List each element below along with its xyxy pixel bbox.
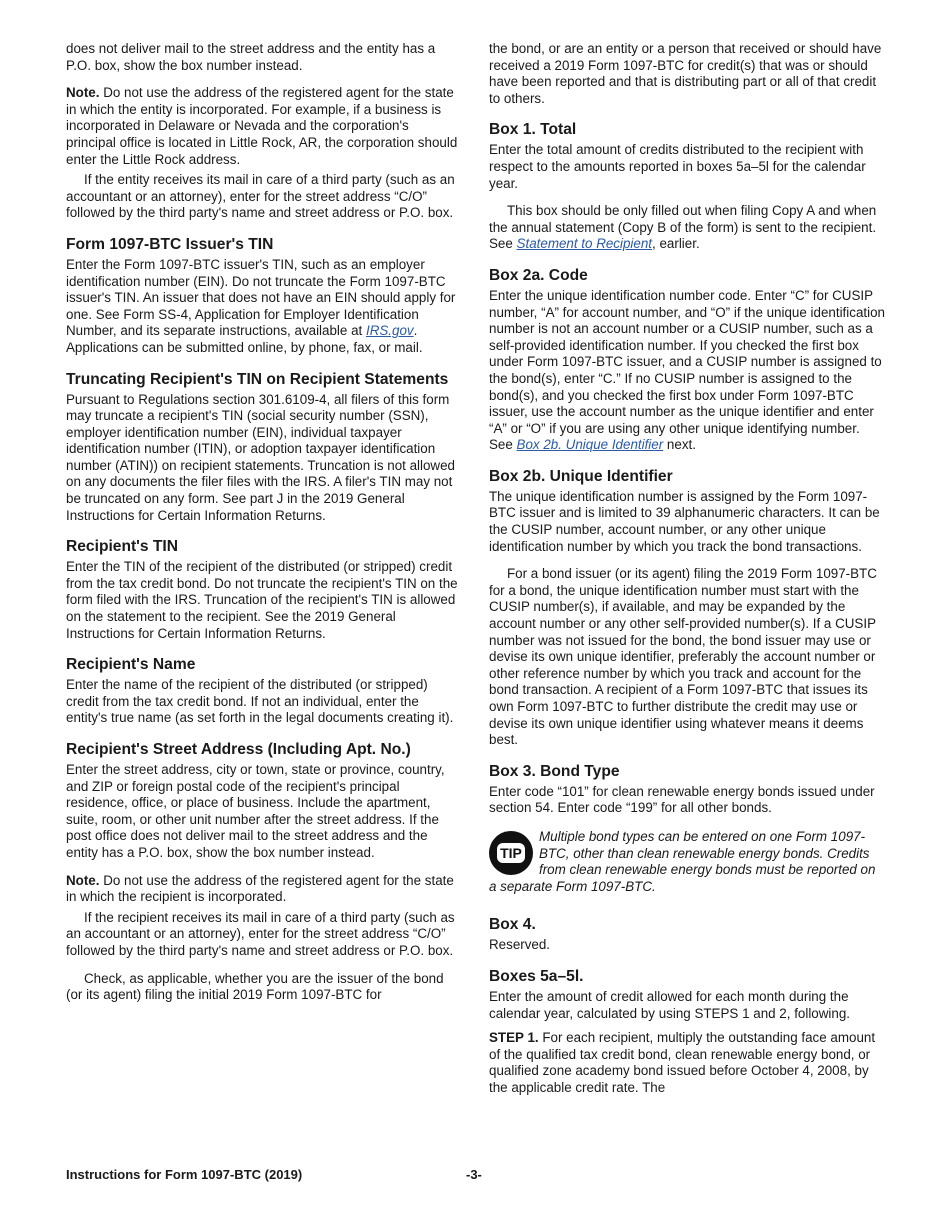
- paragraph: If the entity receives its mail in care of a third party (such as an accountant or an attorney), enter for the street address “C/O” followed by the third party's name and street address or P.O. box.: [66, 172, 455, 221]
- paragraph: Enter code “101” for clean renewable energy bonds issued under section 54. Enter code “199” for all other bonds.: [489, 783, 875, 816]
- irs-gov-link[interactable]: IRS.gov: [365, 323, 414, 339]
- paragraph: Enter the street address, city or town, state or province, country, and ZIP or foreign postal code of the recipient's principal residence, office, or place of business. Include the apartment, suite, room, or other unit number after the street address. If the post office does not deliver mail to the street address and the entity has a P.O. box, show the box number instead.: [66, 762, 445, 860]
- left-column: [66, 41, 462, 1015]
- paragraph: Enter the Form 1097-BTC issuer's TIN, such as an employer identification number (EIN). Do not truncate the Form 1097-BTC issuer's TIN. An issuer that does not have an EIN should apply for one. See Form SS-4, Application for Employer Identification Number, and its separate instructions, available at IRS.gov. Applications can be submitted online, by phone, fax, or mail.: [66, 256, 456, 355]
- right-column: [489, 41, 885, 1108]
- heading-recipient-street-address: Recipient's Street Address (Including Apt. No.): [66, 741, 411, 758]
- tip-callout: [489, 829, 885, 895]
- heading-issuer-tin: Form 1097-BTC Issuer's TIN: [66, 235, 274, 253]
- box-2b-link[interactable]: Box 2b. Unique Identifier: [516, 437, 664, 453]
- paragraph: If the recipient receives its mail in care of a third party (such as an accountant or an attorney), enter for the street address “C/O” followed by the third party's name and street address or P.O. box.: [66, 909, 455, 958]
- step-text: For each recipient, multiply the outstanding face amount of the qualified tax credit bond, clean renewable energy bond, or qualified zone academy bond issued before October 4, 2008, by the applicable credit rate. The: [489, 1030, 876, 1095]
- paragraph: Enter the name of the recipient of the distributed (or stripped) credit from the tax credit bond. If not an individual, enter the entity's true name (as set forth in the legal documents creating it).: [66, 677, 454, 726]
- step-paragraph: [489, 1030, 885, 1096]
- paragraph: Enter the TIN of the recipient of the distributed (or stripped) credit from the tax credit bond. Do not truncate the recipient's TIN on the form filed with the IRS. Truncation of the recipient's TIN is allowed on the statement to the recipient. See the 2019 General Instructions for Certain Information Returns.: [66, 559, 458, 641]
- paragraph: Enter the unique identification number code. Enter “C” for CUSIP number, “A” for account number, and “O” if the unique identification number is not an account number or a CUSIP number, such as a self-provided identification number. If you checked the first box under Form 1097-BTC issuer, and a CUSIP number is assigned to the bond(s), enter “C.” If no CUSIP number is assigned to the bond(s), and you checked the first box under Form 1097-BTC issuer, use the account number as the unique identifier and enter “A” or “O” if you are using any other unique identifying number. See Box 2b. Unique Identifier next.: [489, 287, 885, 453]
- note-paragraph: [66, 85, 462, 168]
- step-label: STEP 1.: [489, 1030, 539, 1046]
- paragraph: Check, as applicable, whether you are the issuer of the bond (or its agent) filing the initial 2019 Form 1097-BTC for: [66, 970, 444, 1003]
- heading-box-4: Box 4.: [489, 916, 536, 934]
- heading-recipient-name: Recipient's Name: [66, 656, 196, 674]
- heading-box-3: Box 3. Bond Type: [489, 762, 620, 780]
- paragraph: The unique identification number is assigned by the Form 1097-BTC issuer and is limited to 39 alphanumeric characters. It can be the CUSIP number, account number, or any other unique identification number by which you track the bond transactions.: [489, 488, 880, 554]
- page-number: -3-: [466, 1167, 482, 1182]
- paragraph: Pursuant to Regulations section 301.6109-4, all filers of this form may truncate a recipient's TIN (social security number (SSN), employer identification number (EIN), individual taxpayer identification number (ITIN), or adoption taxpayer identification number (ATIN)) on recipient statements. Truncation is not allowed on any documents the filer files with the IRS. A filer's TIN may not be truncated on any form. See part J in the 2019 General Instructions for Certain Information Returns.: [66, 391, 455, 523]
- paragraph: Enter the total amount of credits distributed to the recipient with respect to the amounts reported in boxes 5a–5l for the calendar year.: [489, 142, 866, 191]
- note-label: Note.: [66, 85, 100, 101]
- footer-title: Instructions for Form 1097-BTC (2019): [66, 1167, 303, 1182]
- paragraph: Enter the amount of credit allowed for each month during the calendar year, calculated by using STEPS 1 and 2, following.: [489, 988, 851, 1021]
- heading-box-2b: Box 2b. Unique Identifier: [489, 467, 673, 485]
- tip-text: Multiple bond types can be entered on one Form 1097-BTC, other than clean renewable energy bonds. Credits from clean renewable energy bonds must be reported on a separate Form 1097-BTC.: [489, 828, 876, 894]
- note-paragraph: [66, 873, 462, 906]
- note-text: Do not use the address of the registered agent for the state in which the recipient is incorporated.: [66, 872, 454, 905]
- paragraph: Reserved.: [489, 937, 551, 953]
- paragraph: For a bond issuer (or its agent) filing the 2019 Form 1097-BTC for a bond, the unique identification number must start with the CUSIP number(s), if available, and may be expanded by the account number or any other self-provided number(s). If a CUSIP number was not issued for the bond, the bond issuer may use or devise its own unique identifier, preferably the account number or other reference number by which you track and account for the bond transaction. A recipient of a Form 1097-BTC that issues its own Form 1097-BTC to further distribute the credit may use or devise its own unique identifier using whatever means it deems best.: [489, 566, 877, 748]
- paragraph: This box should be only filled out when filing Copy A and when the annual statement (Copy B of the form) is sent to the recipient. See Statement to Recipient, earlier.: [489, 203, 877, 252]
- heading-truncating-tin: Truncating Recipient's TIN on Recipient Statements: [66, 370, 449, 388]
- heading-recipient-tin: Recipient's TIN: [66, 538, 179, 556]
- note-label: Note.: [66, 872, 100, 888]
- heading-box-1: Box 1. Total: [489, 121, 577, 139]
- note-text: Do not use the address of the registered agent for the state in which the entity is incorporated. For example, if a business is incorporated in Delaware or Nevada and the corporation's principal office is located in Little Rock, AR, the corporation should enter the Little Rock address.: [66, 85, 458, 167]
- heading-box-2a: Box 2a. Code: [489, 266, 588, 284]
- page-footer: [66, 1167, 886, 1185]
- heading-boxes-5a-5l: Boxes 5a–5l.: [489, 967, 584, 985]
- paragraph: does not deliver mail to the street address and the entity has a P.O. box, show the box number instead.: [66, 41, 436, 73]
- statement-to-recipient-link[interactable]: Statement to Recipient: [516, 236, 653, 252]
- tip-icon: TIP: [489, 831, 533, 875]
- paragraph: the bond, or are an entity or a person that received or should have received a 2019 Form 1097-BTC for credit(s) that was or should have been reported and that is distributing part or all of that credit to others.: [489, 41, 882, 106]
